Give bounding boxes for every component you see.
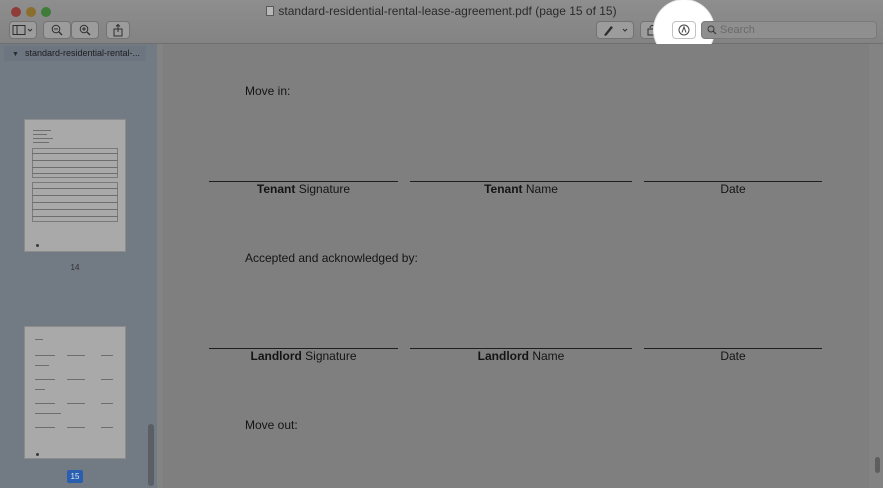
markup-icon (678, 24, 690, 36)
section-heading: Move out: (245, 418, 298, 432)
window-title: standard-residential-rental-lease-agreement.pdf (page 15 of 15) (278, 4, 617, 18)
landlord-signature-label: Landlord Signature (250, 349, 357, 363)
date-label: Date (720, 182, 746, 196)
share-button[interactable] (106, 21, 130, 39)
zoom-in-icon (79, 24, 91, 36)
thumbnail-page-number: 14 (70, 263, 80, 272)
search-placeholder: Search (720, 24, 755, 36)
thumbnail-page-number-selected: 15 (67, 470, 83, 483)
page-thumbnail-14[interactable] (24, 119, 126, 252)
share-icon (113, 24, 123, 37)
sidebar-document-name: standard-residential-rental-... (24, 48, 140, 58)
sidebar-document-header[interactable] (4, 46, 146, 61)
zoom-out-icon (51, 24, 63, 36)
search-icon (707, 25, 717, 35)
pdf-page (163, 44, 869, 488)
markup-toolbar-button[interactable] (672, 21, 696, 39)
sidebar-icon (12, 24, 34, 36)
page-thumbnail-15[interactable] (24, 326, 126, 459)
sidebar-scrollbar[interactable] (148, 424, 154, 486)
title-bar (0, 0, 883, 44)
document-view[interactable] (157, 44, 883, 488)
document-scrollbar[interactable] (875, 457, 880, 473)
zoom-out-button[interactable] (43, 21, 71, 39)
landlord-name-label: Landlord Name (477, 349, 565, 363)
tenant-signature-label: Tenant Signature (256, 182, 351, 196)
search-field[interactable] (701, 21, 877, 39)
thumbnail-sidebar (0, 44, 157, 488)
sidebar-toggle-button[interactable] (9, 21, 37, 39)
disclosure-triangle-icon[interactable]: ▼ (12, 51, 19, 58)
pen-icon (600, 24, 630, 36)
tenant-name-label: Tenant Name (484, 182, 558, 196)
highlight-button[interactable] (596, 21, 634, 39)
section-heading: Move in: (245, 84, 291, 98)
section-heading: Accepted and acknowledged by: (245, 251, 418, 265)
date-label: Date (720, 349, 746, 363)
pdf-document-icon (266, 6, 274, 16)
zoom-in-button[interactable] (71, 21, 99, 39)
window-title-area (0, 4, 883, 18)
